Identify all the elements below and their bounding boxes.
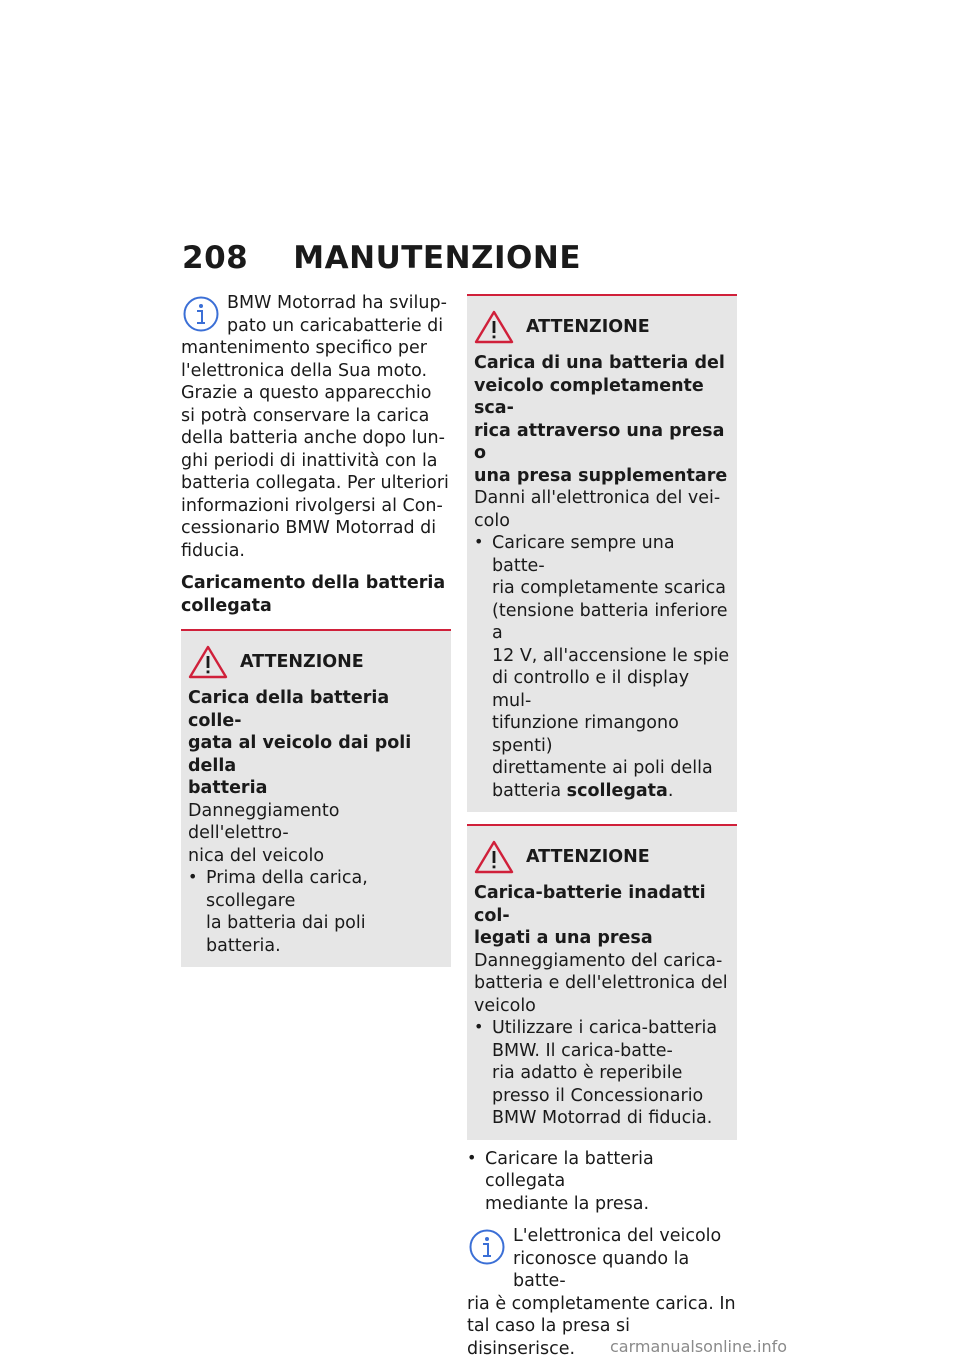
warning-box [467,294,737,812]
info-line: ria è completamente carica. In [467,1293,736,1314]
warning-body: colo [474,510,510,531]
info-line: l'elettronica della Sua moto. [181,360,428,381]
warning-body: Danni all'elettronica del vei- [474,488,721,508]
info-line: cessionario BMW Motorrad di [181,518,437,538]
info-line: batteria collegata. Per ulteriori [181,473,449,493]
info-line: Grazie a questo apparecchio [181,383,432,403]
page-number: 208 [182,240,249,276]
info-line: riconosce quando la batte- [513,1248,690,1291]
warning-heading: Carica-batterie inadatti col- [474,883,706,926]
warning-body: nica del veicolo [188,845,325,866]
info-icon [181,294,221,334]
warning-bullet: • Caricare sempre una batte- ria completamente scarica (tensione batteria inferiore a 12 V, all'accensione le spie di controllo e il display mul- tifunzione rimangono spenti) direttamente ai poli della batteria scollegata. [474,532,730,802]
section-heading: collegata [181,595,272,616]
warning-title: ATTENZIONE [474,840,730,874]
warning-title: ATTENZIONE [474,310,730,344]
warning-body: Danneggiamento del carica- [474,950,723,971]
watermark: carmanualsonline.info [610,1337,788,1356]
right-column [467,294,737,1360]
info-line: si potrà conservare la carica [181,405,430,426]
warning-box [181,629,451,967]
step-item: • Caricare la batteria collegata mediante la presa. [467,1148,737,1216]
info-line: BMW Motorrad ha svilup- [227,293,447,313]
warning-heading: una presa supplementare [474,465,728,486]
warning-heading: veicolo completamente sca- [474,375,704,418]
warning-box [467,824,737,1140]
info-line: pato un caricabatterie di [227,315,444,336]
warning-heading: gata al veicolo dai poli della [188,733,412,776]
page-header [182,240,581,276]
warning-title: ATTENZIONE [188,645,444,679]
warning-heading: Carica di una batteria del [474,353,725,373]
info-line: della batteria anche dopo lun- [181,428,445,448]
warning-heading: Carica della batteria colle- [188,688,390,731]
info-icon [467,1227,507,1267]
warning-triangle-icon [474,840,514,874]
info-line: tal caso la presa si disinserisce. [467,1316,630,1359]
warning-heading: batteria [188,778,268,798]
warning-heading: rica attraverso una presa o [474,420,725,463]
warning-body: batteria e dell'elettronica del [474,973,728,993]
info-line: ghi periodi di inattività con la [181,450,438,471]
warning-body: Danneggiamento dell'elettro- [188,800,340,843]
warning-bullet: • Prima della carica, scollegare la batteria dai poli batteria. [188,867,444,957]
info-line: L'elettronica del veicolo [513,1226,722,1246]
left-column [181,292,451,967]
warning-bullet: • Utilizzare i carica-batteria BMW. Il carica-batte- ria adatto è reperibile presso il Concessionario BMW Motorrad di fiducia. [474,1017,730,1130]
info-line: fiducia. [181,540,245,561]
warning-triangle-icon [188,645,228,679]
info-line: informazioni rivolgersi al Con- [181,495,443,516]
warning-heading: legati a una presa [474,928,653,948]
section-heading: Caricamento della batteria [181,573,446,593]
warning-triangle-icon [474,310,514,344]
info-note [181,292,451,562]
info-line: mantenimento specifico per [181,338,427,358]
page-title: MANUTENZIONE [293,240,582,276]
warning-body: veicolo [474,995,536,1016]
